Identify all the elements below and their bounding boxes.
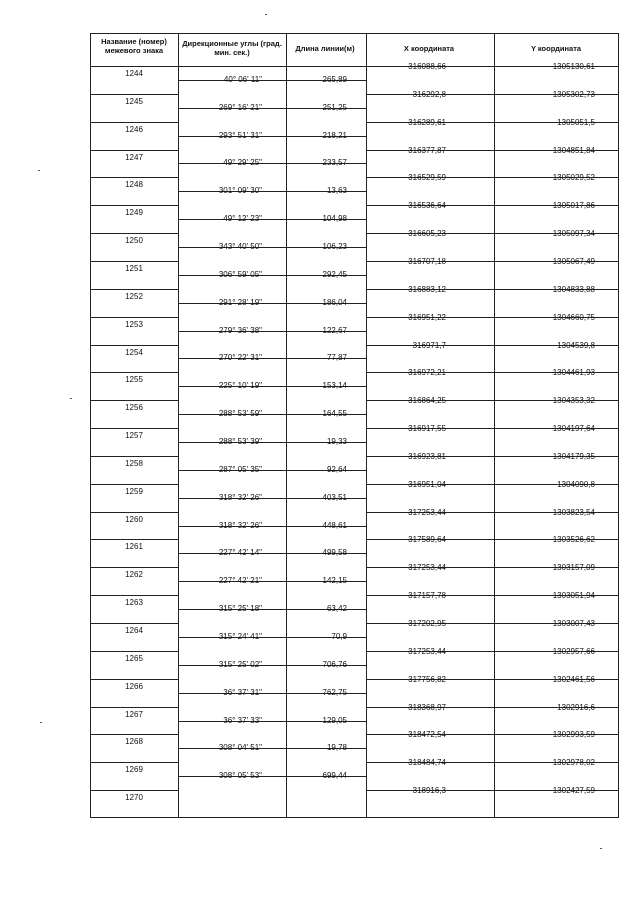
- row-separator: [90, 233, 178, 234]
- point-name: 1248: [125, 180, 143, 190]
- row-separator: [90, 595, 178, 596]
- point-name: 1267: [125, 709, 143, 719]
- row-separator: [90, 400, 178, 401]
- header-x: X координата: [403, 44, 455, 53]
- point-name: 1269: [125, 765, 143, 775]
- point-y-coordinate: 1303051,94: [552, 591, 595, 601]
- point-name: 1254: [125, 347, 143, 357]
- line-length: 13,63: [326, 186, 347, 196]
- point-x-coordinate: 317202,95: [408, 619, 446, 629]
- point-y-coordinate: 1304660,75: [552, 312, 595, 322]
- point-x-coordinate: 316923,81: [408, 451, 446, 461]
- point-y-coordinate: 1302978,02: [552, 758, 595, 768]
- point-x-coordinate: 316707,18: [408, 256, 446, 266]
- direction-angle: 269° 16' 21": [218, 102, 262, 112]
- point-name: 1247: [125, 152, 143, 162]
- row-separator: [90, 345, 178, 346]
- table-column-border: [178, 33, 179, 818]
- point-name: 1266: [125, 681, 143, 691]
- point-x-coordinate: 317756,82: [408, 674, 446, 684]
- line-length: 233,57: [322, 158, 347, 168]
- point-y-coordinate: 1305097,34: [552, 229, 595, 239]
- line-length: 19,78: [326, 743, 347, 753]
- line-length: 699,44: [322, 771, 347, 781]
- point-x-coordinate: 316605,23: [408, 229, 446, 239]
- header-angle: Дирекционные углы (град. мин. сек.): [182, 39, 282, 57]
- line-length: 142,15: [322, 576, 347, 586]
- line-length: 186,04: [322, 297, 347, 307]
- point-name: 1261: [125, 542, 143, 552]
- line-length: 218,21: [322, 130, 347, 140]
- row-separator: [90, 707, 178, 708]
- point-x-coordinate: 316864,25: [408, 396, 446, 406]
- point-y-coordinate: 1302916,6: [557, 702, 595, 712]
- direction-angle: 225° 10' 19": [218, 381, 262, 391]
- point-y-coordinate: 1302461,56: [552, 674, 595, 684]
- line-length: 251,25: [322, 102, 347, 112]
- point-y-coordinate: 1305130,61: [552, 62, 595, 71]
- point-x-coordinate: 316536,64: [408, 201, 446, 211]
- line-length: 129,05: [322, 715, 347, 725]
- row-separator: [90, 261, 178, 262]
- point-y-coordinate: 1304179,35: [552, 451, 595, 461]
- point-y-coordinate: 1304353,32: [552, 396, 595, 406]
- point-name: 1263: [125, 598, 143, 608]
- direction-angle: 227° 42' 14": [218, 548, 262, 558]
- point-x-coordinate: 316088,66: [408, 62, 446, 71]
- row-separator: [90, 428, 178, 429]
- header-length: Длина линии(м): [295, 44, 355, 53]
- line-length: 403,51: [322, 492, 347, 502]
- point-x-coordinate: 316292,8: [412, 89, 446, 99]
- row-separator: [90, 150, 178, 151]
- point-x-coordinate: 316951,22: [408, 312, 446, 322]
- point-name: 1256: [125, 403, 143, 413]
- line-length: 448,61: [322, 520, 347, 530]
- row-separator: [90, 484, 178, 485]
- point-name: 1249: [125, 208, 143, 218]
- line-length: 92,64: [326, 464, 347, 474]
- point-y-coordinate: 1305029,52: [552, 173, 595, 183]
- coordinates-table: [90, 33, 619, 818]
- point-y-coordinate: 1303157,09: [552, 563, 595, 573]
- direction-angle: 49° 12' 23": [223, 214, 262, 224]
- row-separator: [90, 94, 178, 95]
- point-y-coordinate: 1304833,88: [552, 284, 595, 294]
- scan-speck: [265, 14, 267, 15]
- point-y-coordinate: 1303526,62: [552, 535, 595, 545]
- table-top-border: [90, 33, 619, 34]
- line-length: 706,76: [322, 659, 347, 669]
- point-name: 1262: [125, 570, 143, 580]
- point-y-coordinate: 1302993,59: [552, 730, 595, 740]
- row-separator: [90, 512, 178, 513]
- row-separator: [90, 679, 178, 680]
- line-length: 153,14: [322, 381, 347, 391]
- header-y: Y координата: [530, 44, 582, 53]
- point-x-coordinate: 317157,78: [408, 591, 446, 601]
- point-y-coordinate: 1304461,93: [552, 368, 595, 378]
- line-length: 164,55: [322, 409, 347, 419]
- point-name: 1258: [125, 458, 143, 468]
- point-name: 1268: [125, 737, 143, 747]
- point-x-coordinate: 318368,97: [408, 702, 446, 712]
- line-length: 77,87: [326, 353, 347, 363]
- row-separator: [90, 734, 178, 735]
- line-length: 104,98: [322, 214, 347, 224]
- point-y-coordinate: 1305051,5: [557, 117, 595, 127]
- line-length: 122,67: [322, 325, 347, 335]
- point-x-coordinate: 318484,74: [408, 758, 446, 768]
- point-name: 1264: [125, 626, 143, 636]
- point-name: 1260: [125, 514, 143, 524]
- point-name: 1265: [125, 653, 143, 663]
- direction-angle: 270° 22' 31": [218, 353, 262, 363]
- row-separator: [90, 762, 178, 763]
- direction-angle: 315° 25' 18": [218, 604, 262, 614]
- point-x-coordinate: 318916,3: [412, 786, 446, 796]
- point-name: 1251: [125, 263, 143, 273]
- direction-angle: 49° 29' 25": [223, 158, 262, 168]
- point-x-coordinate: 317253,44: [408, 563, 446, 573]
- row-separator: [90, 122, 178, 123]
- row-separator: [90, 539, 178, 540]
- point-x-coordinate: 318472,54: [408, 730, 446, 740]
- point-name: 1252: [125, 291, 143, 301]
- point-x-coordinate: 317589,64: [408, 535, 446, 545]
- point-name: 1245: [125, 96, 143, 106]
- point-y-coordinate: 1303823,54: [552, 507, 595, 517]
- point-x-coordinate: 316883,12: [408, 284, 446, 294]
- row-separator: [90, 567, 178, 568]
- point-name: 1270: [125, 793, 143, 803]
- point-name: 1253: [125, 319, 143, 329]
- direction-angle: 36° 37' 31": [223, 687, 262, 697]
- row-separator: [90, 790, 178, 791]
- point-name: 1257: [125, 431, 143, 441]
- line-length: 499,58: [322, 548, 347, 558]
- direction-angle: 308° 05' 53": [218, 771, 262, 781]
- table-column-border: [286, 33, 287, 818]
- line-length: 265,89: [322, 74, 347, 84]
- direction-angle: 308° 04' 51": [218, 743, 262, 753]
- direction-angle: 293° 51' 31": [218, 130, 262, 140]
- point-y-coordinate: 1304197,64: [552, 424, 595, 434]
- point-name: 1259: [125, 486, 143, 496]
- direction-angle: 306° 59' 05": [218, 269, 262, 279]
- point-y-coordinate: 1302427,59: [552, 786, 595, 796]
- direction-angle: 40° 06' 11": [223, 74, 262, 84]
- row-separator: [90, 205, 178, 206]
- direction-angle: 227° 42' 21": [218, 576, 262, 586]
- direction-angle: 315° 25' 02": [218, 659, 262, 669]
- table-column-border: [90, 33, 91, 818]
- line-length: 292,45: [322, 269, 347, 279]
- point-y-coordinate: 1303007,43: [552, 619, 595, 629]
- direction-angle: 288° 53' 59": [218, 409, 262, 419]
- direction-angle: 279° 36' 38": [218, 325, 262, 335]
- point-x-coordinate: 316972,21: [408, 368, 446, 378]
- point-name: 1255: [125, 375, 143, 385]
- direction-angle: 318° 32' 26": [218, 520, 262, 530]
- point-name: 1246: [125, 124, 143, 134]
- scan-speck: [600, 848, 602, 849]
- table-bottom-border: [90, 817, 619, 818]
- line-length: 762,75: [322, 687, 347, 697]
- point-x-coordinate: 317253,44: [408, 646, 446, 656]
- line-length: 106,23: [322, 242, 347, 252]
- line-length: 19,33: [326, 437, 347, 446]
- table-column-border: [618, 33, 619, 818]
- point-x-coordinate: 316951,04: [408, 479, 446, 489]
- point-y-coordinate: 1304851,84: [552, 145, 595, 155]
- row-separator: [90, 289, 178, 290]
- point-x-coordinate: 317253,44: [408, 507, 446, 517]
- point-x-coordinate: 316289,61: [408, 117, 446, 127]
- point-y-coordinate: 1304090,8: [557, 479, 595, 489]
- row-separator: [90, 372, 178, 373]
- row-separator: [90, 177, 178, 178]
- header-name: Название (номер) межевого знака: [101, 37, 167, 55]
- point-x-coordinate: 316917,55: [408, 424, 446, 434]
- point-y-coordinate: 1302957,66: [552, 646, 595, 656]
- point-x-coordinate: 316377,87: [408, 145, 446, 155]
- row-separator: [90, 623, 178, 624]
- direction-angle: 315° 24' 41": [218, 631, 262, 641]
- point-y-coordinate: 1305302,73: [552, 89, 595, 99]
- direction-angle: 301° 09' 30": [218, 186, 262, 196]
- scan-speck: [40, 722, 42, 723]
- point-x-coordinate: 316529,59: [408, 173, 446, 183]
- point-name: 1250: [125, 236, 143, 246]
- row-separator: [90, 317, 178, 318]
- line-length: 63,42: [326, 604, 347, 614]
- point-x-coordinate: 316971,7: [412, 340, 446, 350]
- direction-angle: 343° 40' 50": [218, 242, 262, 252]
- point-y-coordinate: 1305067,49: [552, 256, 595, 266]
- point-y-coordinate: 1304539,8: [557, 340, 595, 350]
- line-length: 70,9: [331, 631, 347, 641]
- direction-angle: 318° 32' 26": [218, 492, 262, 502]
- direction-angle: 36° 37' 33": [223, 715, 262, 725]
- point-y-coordinate: 1305017,86: [552, 201, 595, 211]
- direction-angle: 287° 05' 35": [218, 464, 262, 474]
- scan-speck: [38, 170, 40, 171]
- row-separator: [90, 651, 178, 652]
- point-name: 1244: [125, 69, 143, 78]
- direction-angle: 288° 53' 39": [218, 437, 262, 446]
- scan-speck: [70, 398, 72, 399]
- direction-angle: 291° 28' 19": [218, 297, 262, 307]
- row-separator: [90, 456, 178, 457]
